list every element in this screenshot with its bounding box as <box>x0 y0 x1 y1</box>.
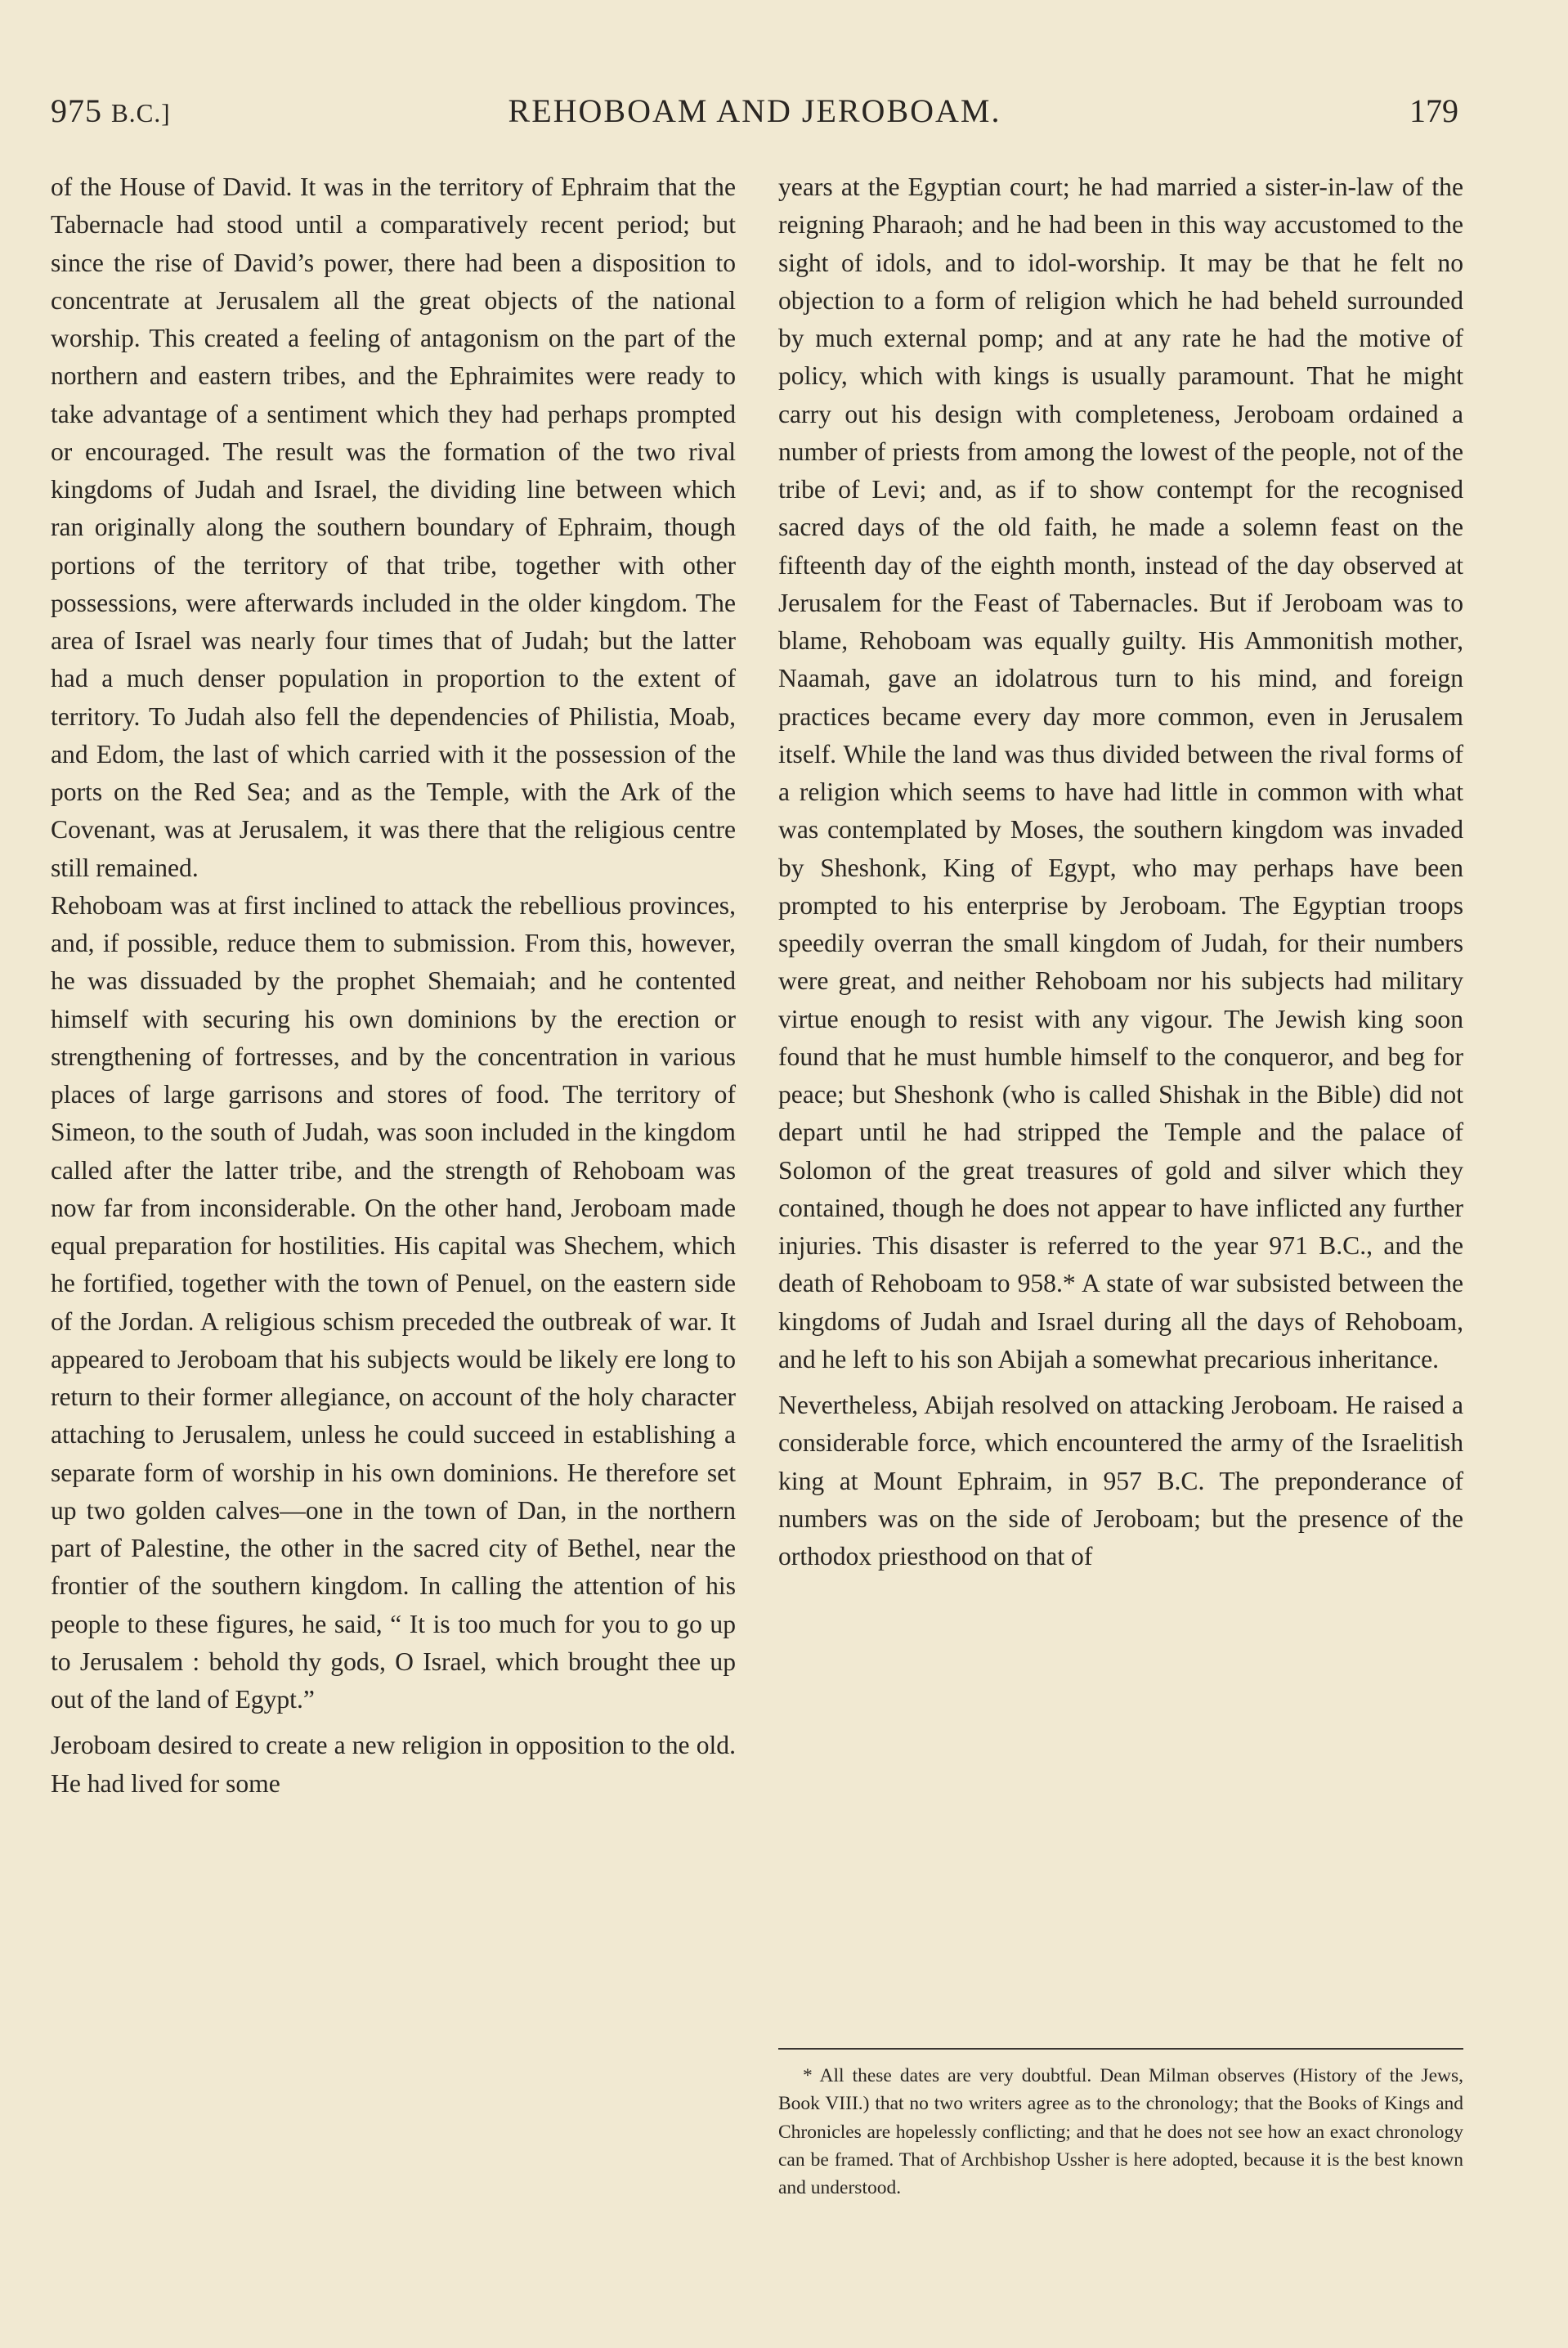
column-divider <box>757 173 758 2348</box>
header-title: REHOBOAM AND JEROBOAM. <box>508 92 1001 129</box>
header-era: B.C.] <box>111 99 171 128</box>
right-paragraph-2: Nevertheless, Abijah resolved on attacking Jeroboam. He raised a considerable force, which encountered the army of the Israelitish king at Mount Ephraim, in 957 B.C. The preponderance of numbers was on the side of Jeroboam; but the presence of the orthodox priesthood on that of <box>778 1391 1463 1571</box>
right-paragraph-1: years at the Egyptian court; he had married a sister-in-law of the reigning Pharaoh; and he had been in this way accustomed to the sight of idols, and to idol-worship. It may be that he felt no objection to a form of religion which he had beheld surrounded by much external pomp; and at any rate he had the motive of policy, which with kings is usually paramount. That he might carry out his design with completeness, Jeroboam ordained a number of priests from among the lowest of the people, not of the tribe of Levi; and, as if to show contempt for the recognised sacred days of the old faith, he made a solemn feast on the fifteenth day of the eighth month, instead of the day observed at Jerusalem for the Feast of Tabernacles. But if Jeroboam was to blame, Rehoboam was equally guilty. His Ammonitish mother, Naamah, gave an idolatrous turn to his mind, and foreign practices became every day more common, even in Jerusalem itself. While the land was thus divided between the rival forms of a religion which seems to have had little in common with what was contemplated by Moses, the southern kingdom was invaded by Sheshonk, King of Egypt, who may perhaps have been prompted to his enterprise by Jeroboam. The Egyptian troops speedily overran the small kingdom of Judah, for their numbers were great, and neither Rehoboam nor his subjects had military virtue enough to resist with any vigour. The Jewish king soon found that he must humble himself to the conqueror, and beg for peace; but Sheshonk (who is called Shishak in the Bible) did not depart until he had stripped the Temple and the palace of Solomon of the great treasures of gold and silver which they contained, though he does not appear to have inflicted any further injuries. This disaster is referred to the year 971 B.C., and the death of Rehoboam to 958.* A state of war subsisted between the kingdoms of Judah and Israel during all the days of Rehoboam, and he left to his son Abijah a somewhat precarious inheritance. <box>778 173 1463 1373</box>
right-column <box>778 168 1463 1575</box>
left-paragraph-1: of the House of David. It was in the territory of Ephraim that the Tabernacle had stood until a comparatively recent period; but since the rise of David’s power, there had been a disposition to concentrate at Jerusalem all the great objects of the national worship. This created a feeling of antagonism on the part of the northern and eastern tribes, and the Ephraimites were ready to take advantage of a sentiment which they had perhaps prompted or encouraged. The result was the formation of the two rival kingdoms of Judah and Israel, the dividing line between which ran originally along the southern boundary of Ephraim, though portions of the territory of that tribe, together with other possessions, were afterwards included in the older kingdom. The area of Israel was nearly four times that of Judah; but the latter had a much denser population in proportion to the extent of territory. To Judah also fell the dependencies of Philistia, Moab, and Edom, the last of which carried with it the possession of the ports on the Red Sea; and as the Temple, with the Ark of the Covenant, was at Jerusalem, it was there that the religious centre still remained. <box>51 173 736 882</box>
footnote-rule <box>778 2048 1463 2050</box>
page-number: 179 <box>1409 92 1458 129</box>
running-head <box>51 92 1458 141</box>
left-paragraph-2: Rehoboam was at first inclined to attack the rebellious provinces, and, if possible, reduce them to submission. From this, however, he was dissuaded by the prophet Shemaiah; and he contented himself with securing his own dominions by the erection or strengthening of fortresses, and by the concentration in various places of large garrisons and stores of food. The territory of Simeon, to the south of Judah, was soon included in the kingdom called after the latter tribe, and the strength of Rehoboam was now far from inconsiderable. On the other hand, Jeroboam made equal preparation for hostilities. His capital was Shechem, which he fortified, together with the town of Penuel, on the eastern side of the Jordan. A religious schism preceded the outbreak of war. It appeared to Jeroboam that his subjects would be likely ere long to return to their former allegiance, on account of the holy character attaching to Jerusalem, unless he could succeed in establishing a separate form of worship in his own dominions. He therefore set up two golden calves—one in the town of Dan, in the northern part of Palestine, the other in the sacred city of Bethel, near the frontier of the southern kingdom. In calling the attention of his people to these figures, he said, “ It is too much for you to go up to Jerusalem : behold thy gods, O Israel, which brought thee up out of the land of Egypt.” <box>51 890 736 1714</box>
left-paragraph-3: Jeroboam desired to create a new religion in opposition to the old. He had lived for some <box>51 1731 736 1798</box>
header-year: 975 <box>51 92 102 129</box>
left-column <box>51 168 736 1803</box>
footnote: * All these dates are very doubtful. Dean Milman observes (History of the Jews, Book VIII.) that no two writers agree as to the chronology; that the Books of Kings and Chronicles are hopelessly conflicting; and that he does not see how an exact chronology can be framed. That of Archbishop Ussher is here adopted, because it is the best known and understood. <box>778 2065 1463 2199</box>
